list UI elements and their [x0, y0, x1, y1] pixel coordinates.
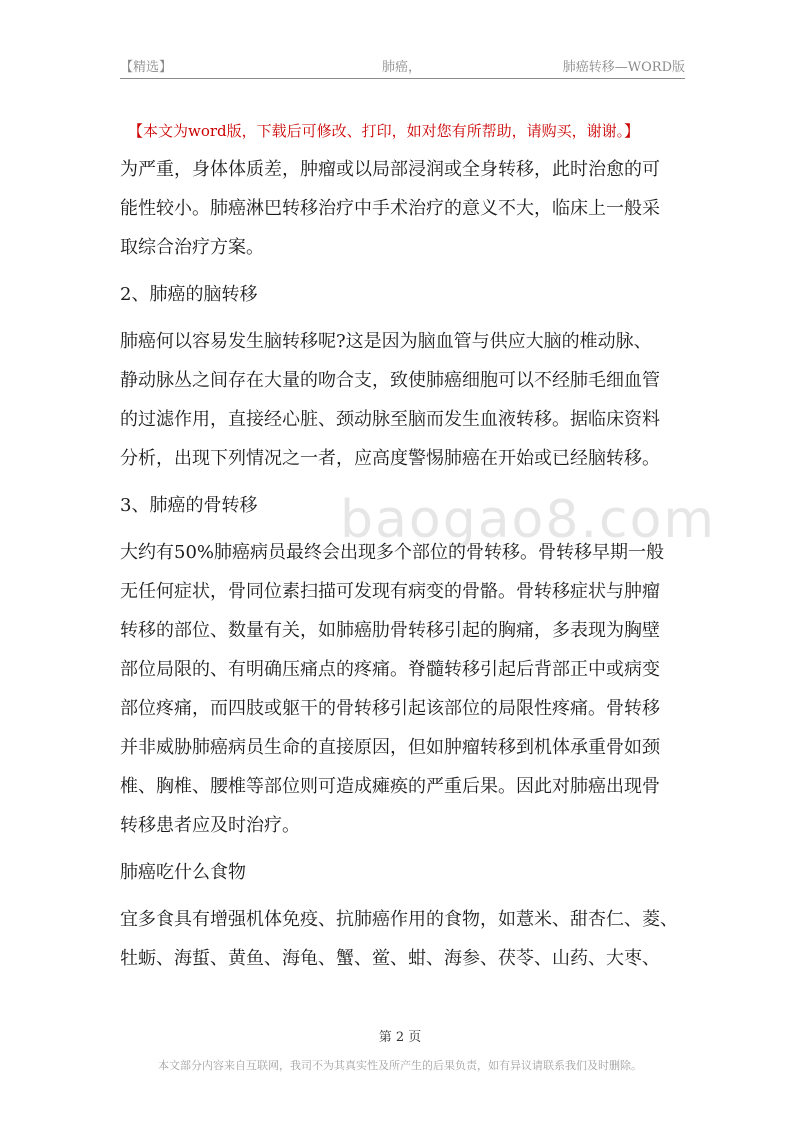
- body-line: 静动脉丛之间存在大量的吻合支，致使肺癌细胞可以不经肺毛细血管: [120, 370, 660, 391]
- body-line: 肺癌何以容易发生脑转移呢?这是因为脑血管与供应大脑的椎动脉、: [120, 331, 652, 352]
- section-heading-brain-metastasis: 2、肺癌的脑转移: [120, 284, 258, 305]
- body-line: 部位局限的、有明确压痛点的疼痛。脊髓转移引起后背部正中或病变: [120, 659, 660, 680]
- page-number: 第 2 页: [378, 1030, 422, 1045]
- body-line: 取综合治疗方案。: [120, 237, 264, 258]
- page-header: [120, 54, 685, 79]
- footer-disclaimer: 本文部分内容来自互联网，我司不为其真实性及所产生的后果负责，如有异议请联系我们及时删除。: [158, 1059, 642, 1072]
- body-line: 为严重，身体体质差，肿瘤或以局部浸润或全身转移，此时治愈的可: [120, 159, 660, 180]
- body-line: 宜多食具有增强机体免疫、抗肺癌作用的食物，如薏米、甜杏仁、菱、: [120, 909, 678, 930]
- section-heading-diet: 肺癌吃什么食物: [120, 862, 246, 883]
- body-line: 大约有50%肺癌病员最终会出现多个部位的骨转移。骨转移早期一般: [120, 542, 665, 563]
- body-line: 椎、胸椎、腰椎等部位则可造成瘫痪的严重后果。因此对肺癌出现骨: [120, 776, 660, 797]
- body-line: 的过滤作用，直接经心脏、颈动脉至脑而发生血液转移。据临床资料: [120, 409, 660, 430]
- body-line: 牡蛎、海蜇、黄鱼、海龟、蟹、鲎、蚶、海参、茯苓、山药、大枣、: [120, 948, 660, 969]
- body-line: 分析，出现下列情况之一者，应高度警惕肺癌在开始或已经脑转移。: [120, 448, 660, 469]
- body-line: 无任何症状，骨同位素扫描可发现有病变的骨骼。骨转移症状与肿瘤: [120, 581, 660, 602]
- header-center-label: 肺癌，: [382, 60, 422, 75]
- word-version-notice: 【本文为word版，下载后可修改、打印，如对您有所帮助，请购买，谢谢。】: [128, 122, 640, 140]
- section-heading-bone-metastasis: 3、肺癌的骨转移: [120, 495, 258, 516]
- watermark: baogao8.com: [340, 490, 717, 550]
- body-line: 转移患者应及时治疗。: [120, 815, 300, 836]
- body-line: 部位疼痛，而四肢或躯干的骨转移引起该部位的局限性疼痛。骨转移: [120, 698, 660, 719]
- body-line: 能性较小。肺癌淋巴转移治疗中手术治疗的意义不大，临床上一般采: [120, 198, 660, 219]
- body-line: 转移的部位、数量有关，如肺癌肋骨转移引起的胸痛，多表现为胸壁: [120, 620, 660, 641]
- header-left-label: 【精选】: [120, 60, 173, 75]
- body-line: 并非威胁肺癌病员生命的直接原因，但如肿瘤转移到机体承重骨如颈: [120, 737, 660, 758]
- header-right-label: 肺癌转移—WORD版: [562, 60, 685, 75]
